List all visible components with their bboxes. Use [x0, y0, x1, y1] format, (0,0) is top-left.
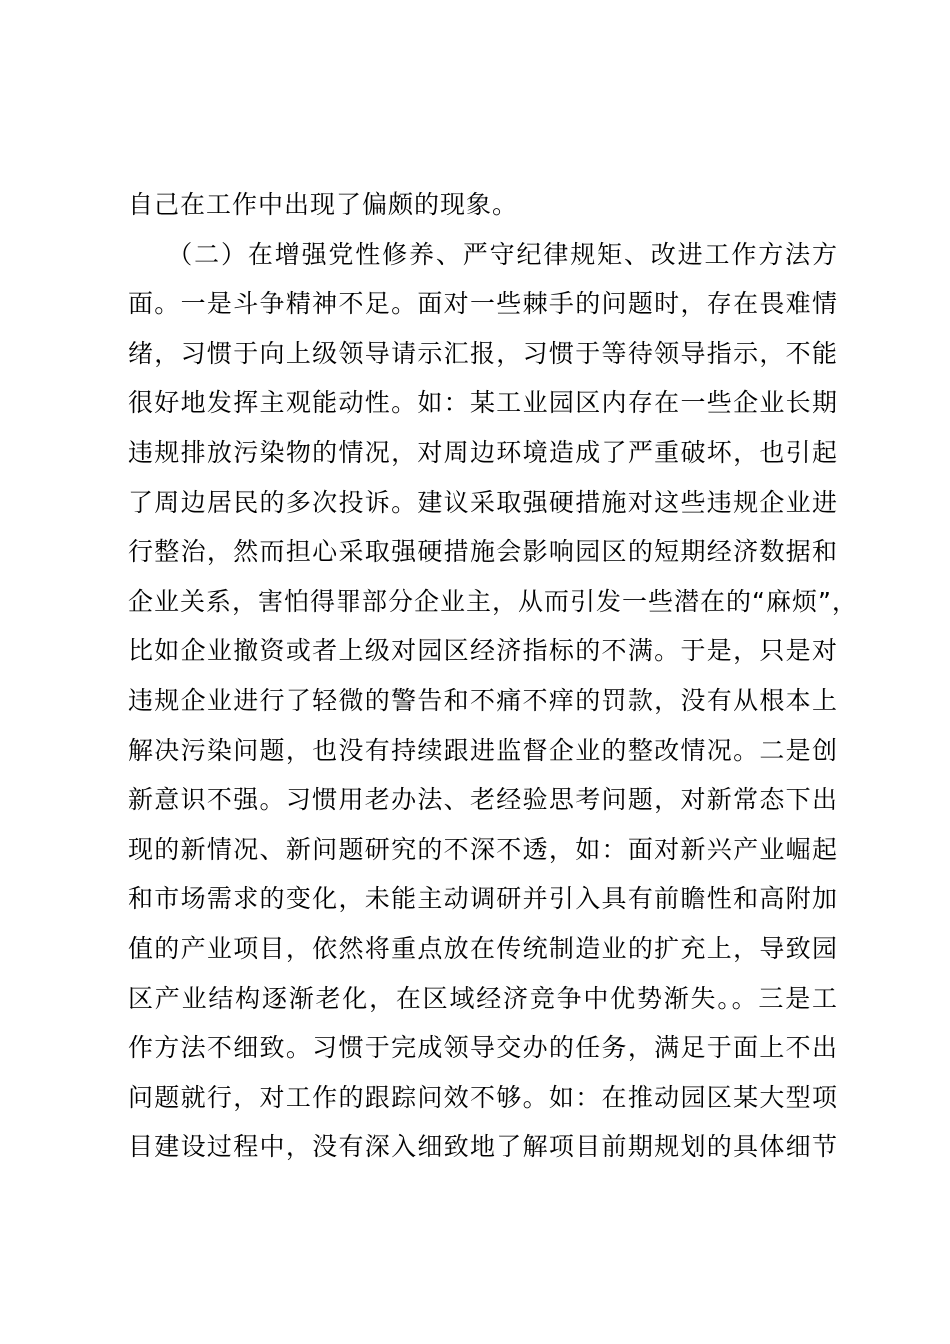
- text-line: 违规排放污染物的情况，对周边环境造成了严重破坏，也引起: [128, 437, 838, 467]
- text-line: 问题就行，对工作的跟踪问效不够。如：在推动园区某大型项: [128, 1082, 838, 1112]
- text-line: 行整治，然而担心采取强硬措施会影响园区的短期经济数据和: [128, 537, 838, 567]
- text-line: 比如企业撤资或者上级对园区经济指标的不满。于是，只是对: [128, 636, 838, 666]
- text-line: 很好地发挥主观能动性。如：某工业园区内存在一些企业长期: [128, 388, 838, 418]
- text-line: 违规企业进行了轻微的警告和不痛不痒的罚款，没有从根本上: [128, 685, 838, 715]
- text-line: 作方法不细致。习惯于完成领导交办的任务，满足于面上不出: [128, 1033, 838, 1063]
- text-line: （二）在增强党性修养、严守纪律规矩、改进工作方法方: [128, 239, 838, 269]
- text-line: 面。一是斗争精神不足。面对一些棘手的问题时，存在畏难情: [128, 289, 838, 319]
- text-line: 现的新情况、新问题研究的不深不透，如：面对新兴产业崛起: [128, 834, 838, 864]
- text-line: 目建设过程中，没有深入细致地了解项目前期规划的具体细节: [128, 1132, 838, 1162]
- text-line: 自己在工作中出现了偏颇的现象。: [128, 190, 519, 219]
- text-line: 了周边居民的多次投诉。建议采取强硬措施对这些违规企业进: [128, 487, 838, 517]
- text-line: 绪，习惯于向上级领导请示汇报，习惯于等待领导指示，不能: [128, 338, 838, 368]
- text-line: 区产业结构逐渐老化，在区域经济竞争中优势渐失。。三是工: [128, 983, 838, 1013]
- text-line: 新意识不强。习惯用老办法、老经验思考问题，对新常态下出: [128, 785, 838, 815]
- body-text: [128, 180, 858, 1172]
- text-line: 解决污染问题，也没有持续跟进监督企业的整改情况。二是创: [128, 735, 838, 765]
- text-line: 值的产业项目，依然将重点放在传统制造业的扩充上，导致园: [128, 933, 838, 963]
- text-line: 企业关系，害怕得罪部分企业主，从而引发一些潜在的“麻烦”，: [128, 586, 858, 616]
- text-line: 和市场需求的变化，未能主动调研并引入具有前瞻性和高附加: [128, 884, 838, 914]
